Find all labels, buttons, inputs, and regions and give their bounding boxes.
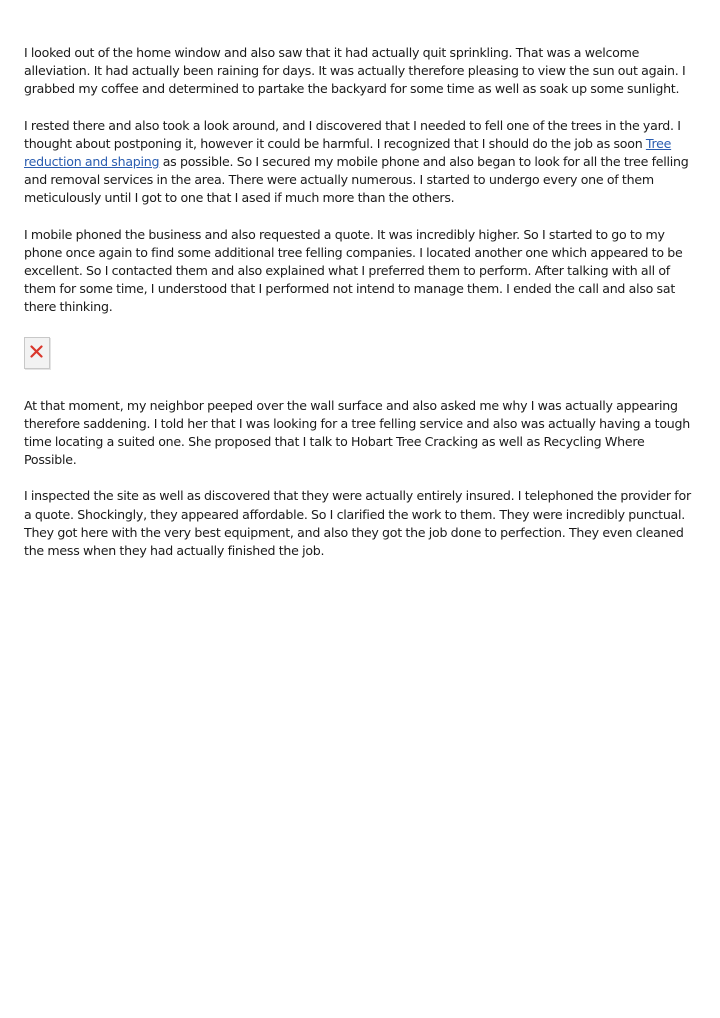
paragraph-2	[24, 117, 696, 208]
broken-image-placeholder	[24, 337, 50, 369]
paragraph-2-text-after: as possible. So I secured my mobile phone and also began to look for all the tree felling and removal services in the area. There were actually numerous. I started to undergo every one of them meticulously until I got to one that I ased if much more than the others.	[24, 154, 689, 206]
tree-reduction-link[interactable]: Tree reduction and shaping	[24, 135, 672, 170]
paragraph-2-text-before: I rested there and also took a look around, and I discovered that I needed to fell one of the trees in the yard. I thought about postponing it, however it could be harmful. I recognized that I should do the job as soon	[24, 117, 681, 151]
broken-image-icon	[30, 345, 43, 358]
article-body	[24, 44, 696, 578]
paragraph-4: At that moment, my neighbor peeped over the wall surface and also asked me why I was actually appearing therefore saddening. I told her that I was looking for a tree felling service and also was actually having a tough time locating a suited one. She proposed that I talk to Hobart Tree Cracking as well as Recycling Where Possible.	[24, 397, 691, 468]
paragraph-3: I mobile phoned the business and also requested a quote. It was incredibly higher. So I started to go to my phone once again to find some additional tree felling companies. I located another one which appeared to be excellent. So I contacted them and also explained what I preferred them to perform. After talking with all of them for some time, I understood that I performed not intend to manage them. I ended the call and also sat there thinking.	[24, 226, 683, 315]
paragraph-1: I looked out of the home window and also saw that it had actually quit sprinkling. That was a welcome alleviation. It had actually been raining for days. It was actually therefore pleasing to view the sun out again. I grabbed my coffee and determined to partake the backyard for some time as well as soak up some sunlight.	[24, 45, 686, 97]
paragraph-5: I inspected the site as well as discovered that they were actually entirely insured. I telephoned the provider for a quote. Shockingly, they appeared affordable. So I clarified the work to them. They were incredibly punctual. They got here with the very best equipment, and also they got the job done to perfection. They even cleaned the mess when they had actually finished the job.	[24, 488, 691, 559]
